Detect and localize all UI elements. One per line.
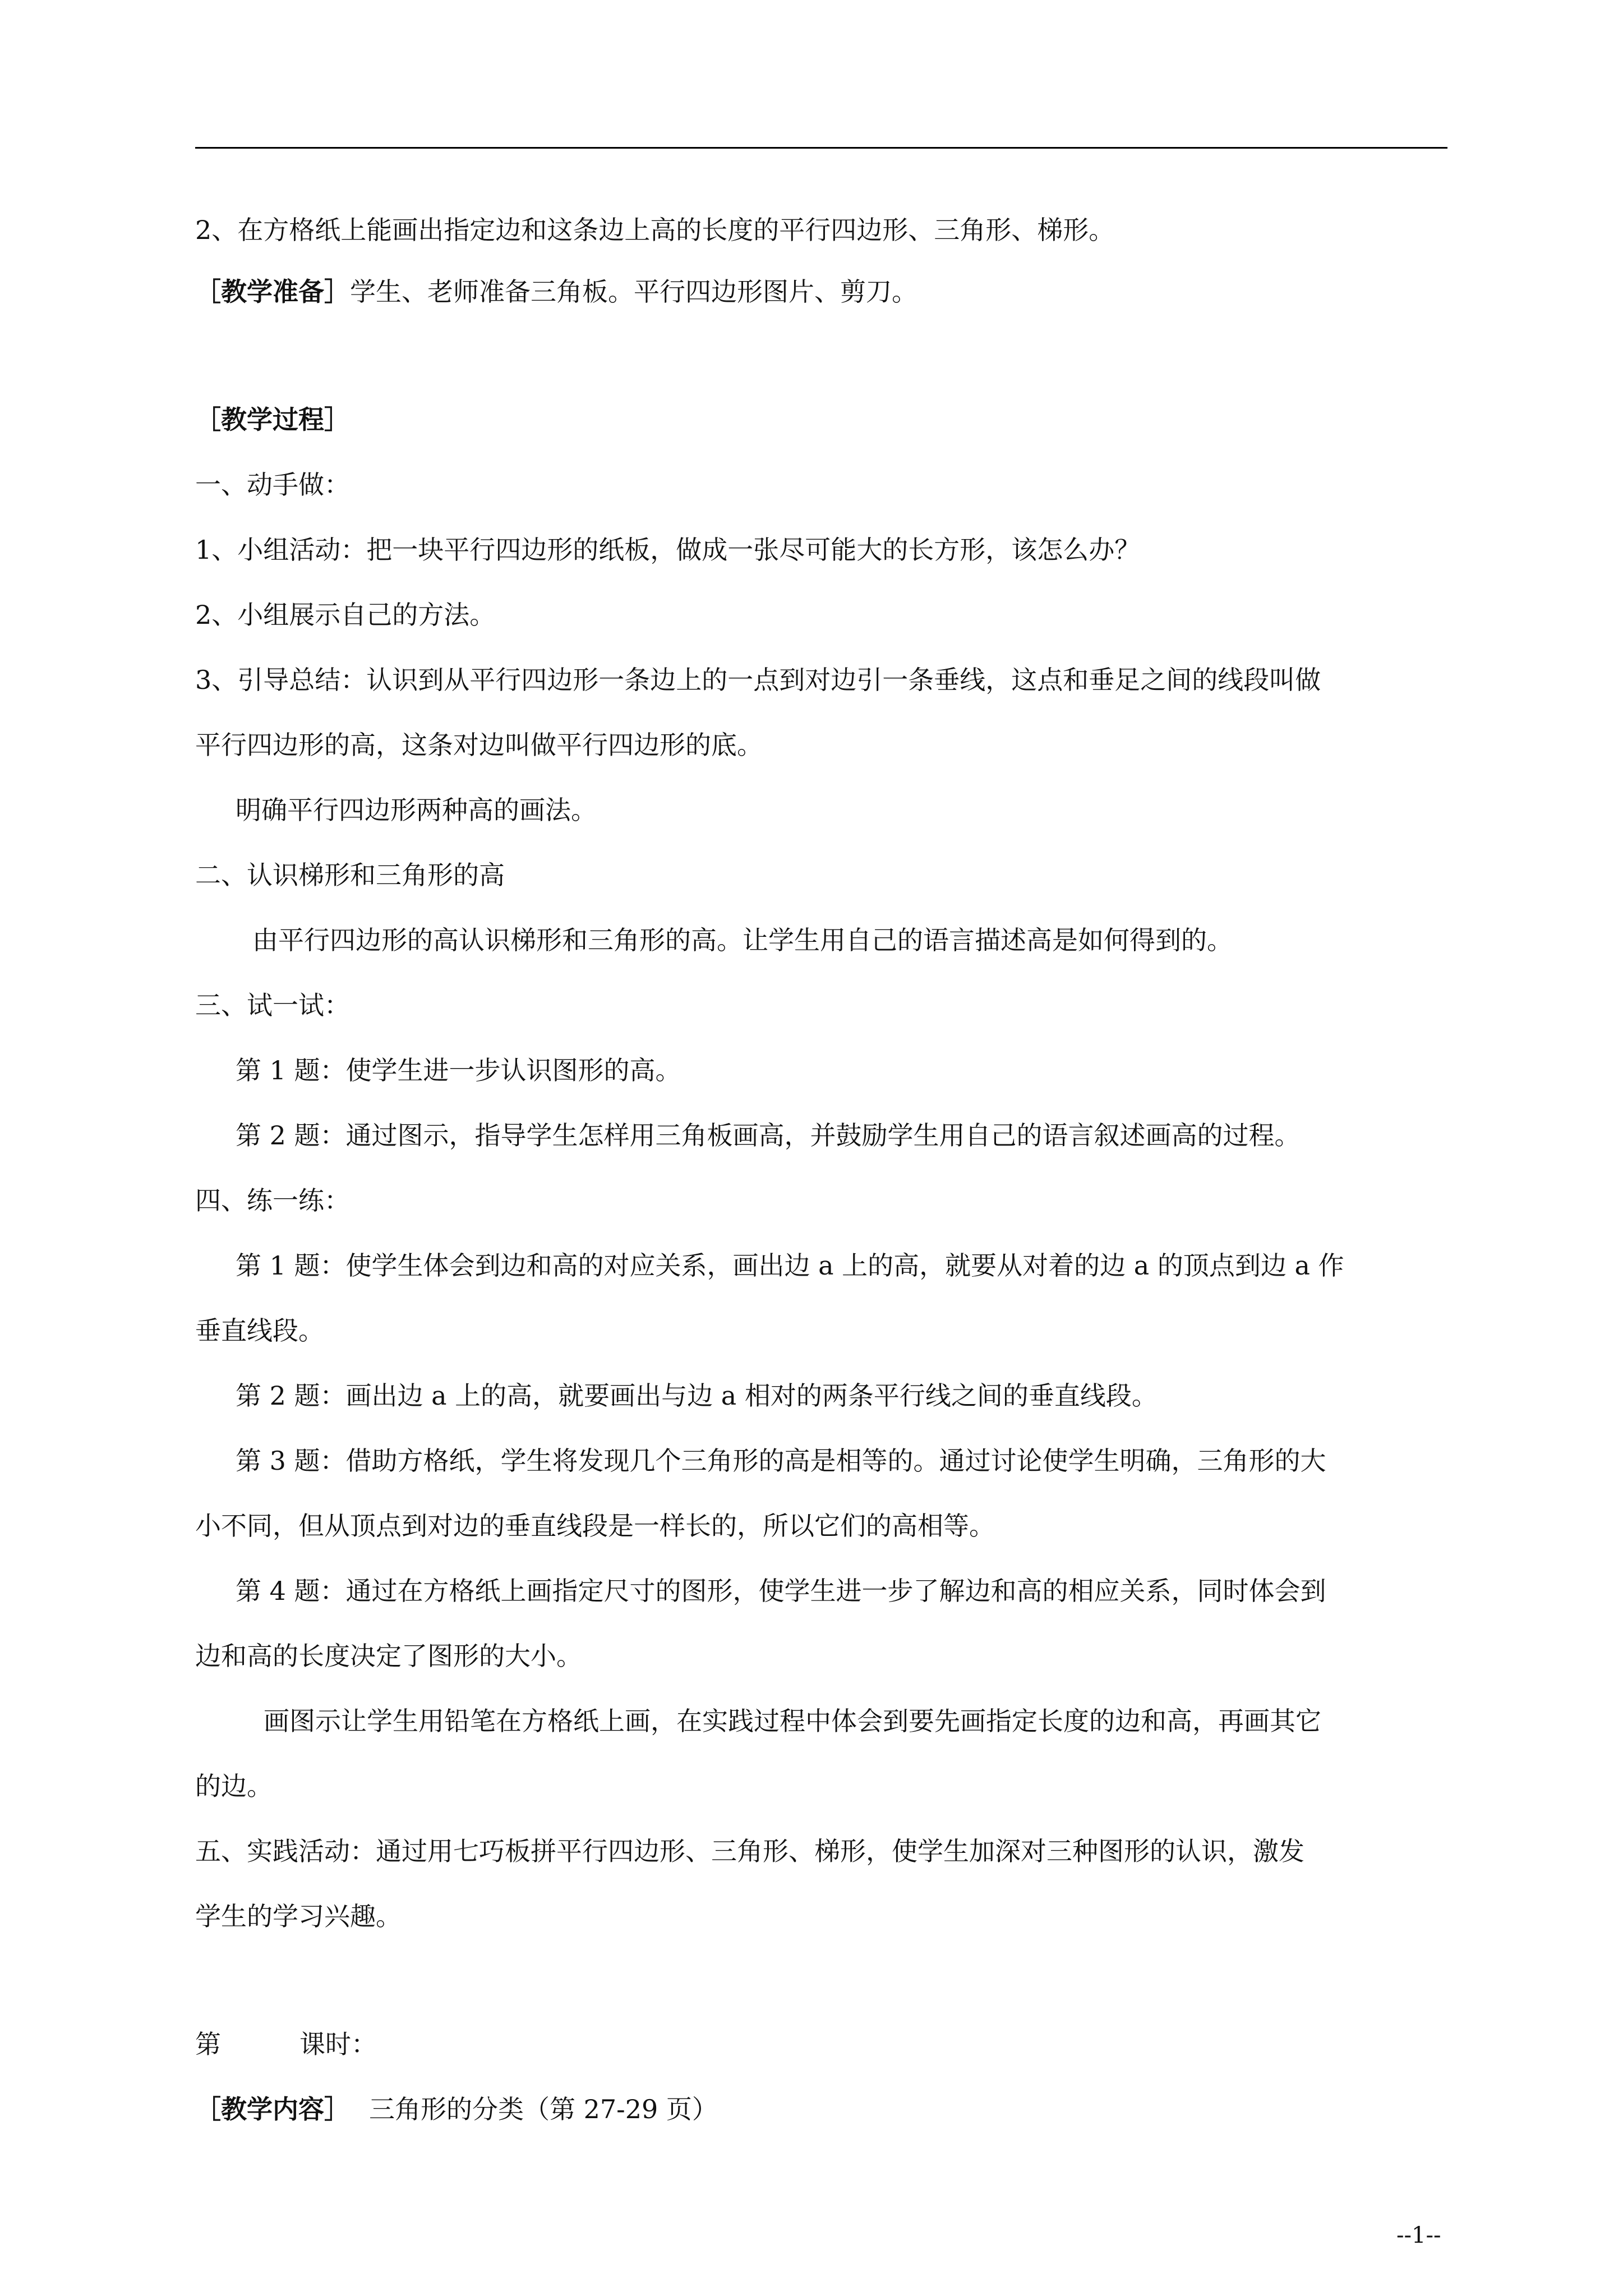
paragraph-line: 第 2 题：通过图示，指导学生怎样用三角板画高，并鼓励学生用自己的语言叙述画高的过程。: [236, 1120, 1301, 1151]
paragraph-line: 小不同，但从顶点到对边的垂直线段是一样长的，所以它们的高相等。: [195, 1511, 995, 1541]
paragraph-line: 第 2 题：画出边 a 上的高，就要画出与边 a 相对的两条平行线之间的垂直线段。: [236, 1381, 1158, 1411]
paragraph-line: 明确平行四边形两种高的画法。: [236, 795, 597, 825]
teaching-prep-text: 学生、老师准备三角板。平行四边形图片、剪刀。: [350, 277, 917, 307]
paragraph-line: 1、小组活动：把一块平行四边形的纸板，做成一张尽可能大的长方形，该怎么办？: [195, 535, 1141, 565]
teaching-content-heading: ［教学内容］: [195, 2094, 350, 2124]
paragraph-line: 3、引导总结：认识到从平行四边形一条边上的一点到对边引一条垂线，这点和垂足之间的线段叫做: [195, 665, 1321, 695]
paragraph-line: 平行四边形的高，这条对边叫做平行四边形的底。: [195, 730, 763, 760]
paragraph-line: 边和高的长度决定了图形的大小。: [195, 1641, 582, 1671]
paragraph-line: 第 1 题：使学生进一步认识图形的高。: [236, 1055, 681, 1085]
objective-line-2: 2、在方格纸上能画出指定边和这条边上高的长度的平行四边形、三角形、梯形。: [195, 215, 1115, 245]
section-heading-2: 二、认识梯形和三角形的高: [195, 860, 505, 890]
paragraph-line: 第 4 题：通过在方格纸上画指定尺寸的图形，使学生进一步了解边和高的相应关系，同时体会到: [236, 1576, 1326, 1606]
section-heading-3: 三、试一试：: [195, 990, 350, 1020]
section-heading-1: 一、动手做：: [195, 470, 350, 500]
paragraph-line: 垂直线段。: [195, 1315, 324, 1346]
section-heading-5: 五、实践活动：通过用七巧板拼平行四边形、三角形、梯形，使学生加深对三种图形的认识，激发: [195, 1836, 1304, 1866]
section-heading-4: 四、练一练：: [195, 1185, 350, 1216]
teaching-prep-heading: ［教学准备］: [195, 277, 350, 307]
paragraph-line: 的边。: [195, 1771, 273, 1801]
lesson-period: [195, 2027, 1457, 2061]
header-rule: [195, 147, 1447, 149]
teaching-content: [195, 2092, 1457, 2126]
teaching-prep: [195, 275, 1457, 309]
paragraph-line: 第 1 题：使学生体会到边和高的对应关系，画出边 a 上的高，就要从对着的边 a 的顶点到边 a 作: [236, 1250, 1344, 1281]
paragraph-line: 第 3 题：借助方格纸，学生将发现几个三角形的高是相等的。通过讨论使学生明确，三角形的大: [236, 1446, 1326, 1476]
lesson-period-suffix: 课时：: [299, 2029, 377, 2059]
teaching-content-text: 三角形的分类（第 27-29 页）: [369, 2094, 718, 2124]
teaching-process-heading: ［教学过程］: [195, 404, 350, 435]
paragraph-line: 学生的学习兴趣。: [195, 1901, 402, 1931]
page-number: --1--: [1396, 2223, 1441, 2248]
paragraph-line: 2、小组展示自己的方法。: [195, 600, 496, 630]
paragraph-line: 由平行四边形的高认识梯形和三角形的高。让学生用自己的语言描述高是如何得到的。: [252, 925, 1233, 955]
paragraph-line: 画图示让学生用铅笔在方格纸上画，在实践过程中体会到要先画指定长度的边和高，再画其它: [264, 1706, 1321, 1736]
lesson-period-prefix: 第: [195, 2029, 221, 2059]
